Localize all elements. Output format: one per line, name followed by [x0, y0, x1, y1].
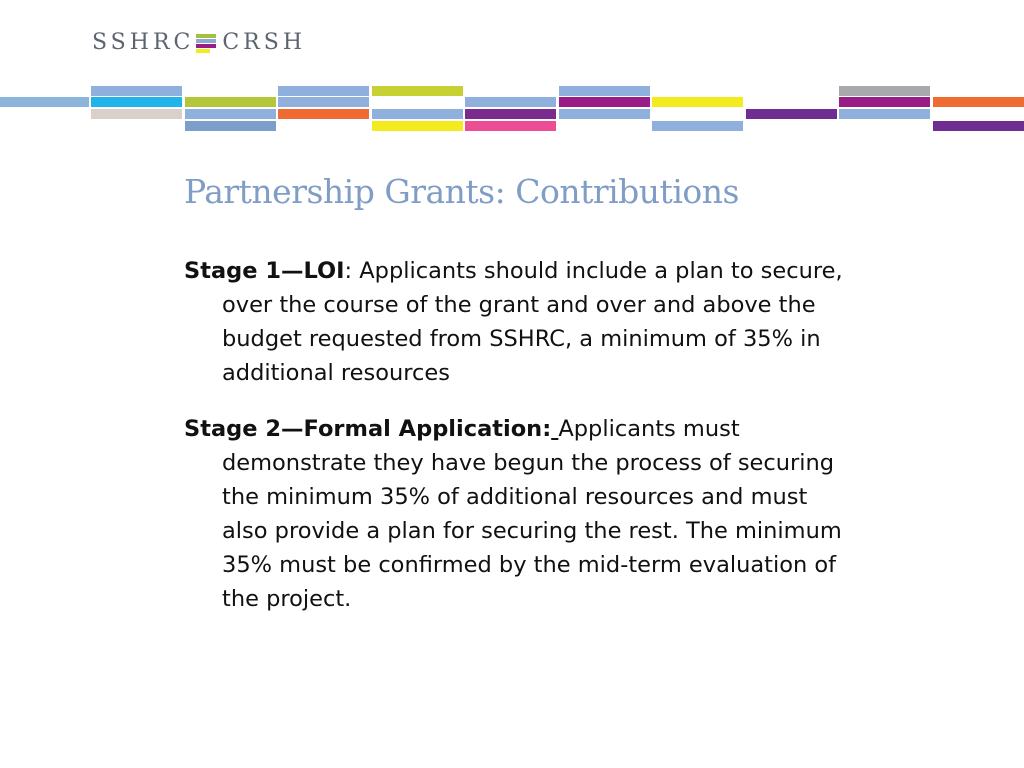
stripe: [652, 121, 743, 131]
stage-1-label: Stage 1—LOI: [184, 258, 345, 284]
stripe: [933, 121, 1024, 131]
stripe: [278, 109, 369, 119]
stripe: [559, 97, 650, 107]
logo-mark-icon: [196, 32, 216, 54]
stripe: [839, 109, 930, 119]
stripe: [559, 109, 650, 119]
stripe: [91, 109, 182, 119]
stage-2-paragraph: [184, 412, 844, 616]
stripe: [91, 97, 182, 107]
stripe: [839, 97, 930, 107]
stage-1-separator: :: [344, 258, 353, 284]
logo-text-french: CRSH: [222, 30, 306, 55]
decorative-color-stripes: [0, 0, 1024, 140]
stripe: [372, 109, 463, 119]
stripe: [278, 97, 369, 107]
stripe: [839, 86, 930, 96]
stage-2-label: Stage 2—Formal Application: [184, 416, 543, 442]
stage-1-paragraph: [184, 254, 844, 390]
stripe: [652, 97, 743, 107]
stripe: [372, 121, 463, 131]
stripe: [185, 97, 276, 107]
stripe: [559, 86, 650, 96]
stripe: [465, 109, 556, 119]
stripe: [278, 86, 369, 96]
stripe: [91, 86, 182, 96]
stripe: [185, 121, 276, 131]
logo-text-english: SSHRC: [92, 30, 195, 55]
stripe: [465, 121, 556, 131]
stage-2-body: Applicants must demonstrate they have begun the process of securing the minimum 35% of additional resources and must also provide a plan for securing the rest. The minimum 35% must be confirmed by the mid-term evaluation of the project.: [222, 416, 842, 612]
stripe: [933, 97, 1024, 107]
stripe: [746, 109, 837, 119]
stripe: [0, 97, 89, 107]
stage-2-separator: :: [542, 416, 552, 442]
stage-1-body: Applicants should include a plan to secure, over the course of the grant and over and above the budget requested from SSHRC, a minimum of 35% in additional resources: [222, 258, 843, 386]
stripe: [465, 97, 556, 107]
slide-title: Partnership Grants: Contributions: [184, 172, 739, 211]
sshrc-crsh-logo[interactable]: [92, 30, 306, 56]
slide-content: [184, 254, 844, 638]
stripe: [372, 86, 463, 96]
stripe: [185, 109, 276, 119]
